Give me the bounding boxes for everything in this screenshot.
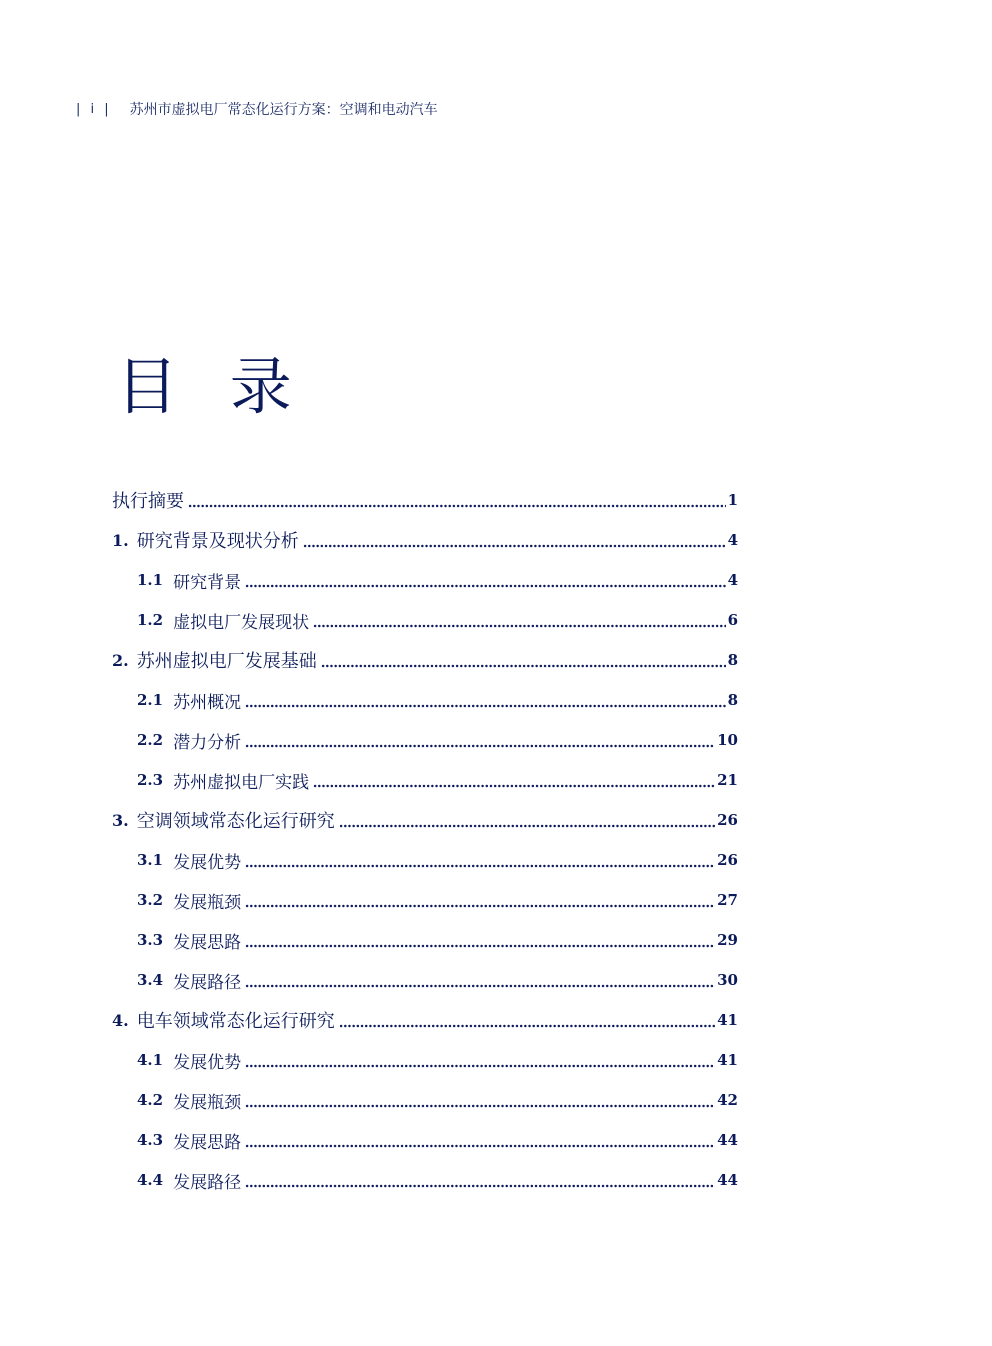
toc-entry[interactable] [112, 920, 738, 960]
document-title: 苏州市虚拟电厂常态化运行方案：空调和电动汽车 [129, 102, 438, 118]
toc-entry[interactable] [112, 1160, 738, 1200]
toc-entry-page-number: 4 [727, 531, 738, 549]
toc-entry[interactable] [112, 640, 738, 680]
toc-dot-leader [313, 611, 725, 629]
toc-entry-number: 1. [112, 530, 129, 550]
toc-dot-leader [339, 1011, 715, 1029]
toc-entry[interactable] [112, 760, 738, 800]
toc-dot-leader [245, 1131, 715, 1149]
toc-entry[interactable] [112, 1120, 738, 1160]
toc-entry-number: 2.3 [137, 771, 164, 789]
toc-dot-leader [245, 891, 715, 909]
toc-entry-page-number: 6 [727, 611, 738, 629]
toc-entry-page-number: 42 [717, 1091, 738, 1109]
toc-entry-label: 潜力分析 [173, 732, 242, 753]
toc-entry-number: 4.3 [137, 1131, 164, 1149]
toc-dot-leader [339, 811, 715, 829]
toc-dot-leader [245, 1091, 715, 1109]
toc-entry-page-number: 8 [727, 651, 738, 669]
toc-entry[interactable] [112, 560, 738, 600]
toc-entry-number: 3.2 [137, 891, 164, 909]
toc-entry-number: 2.1 [137, 691, 164, 709]
toc-dot-leader [245, 571, 725, 589]
toc-entry[interactable] [112, 680, 738, 720]
toc-entry-number: 4.1 [137, 1051, 164, 1069]
toc-dot-leader [313, 771, 715, 789]
toc-dot-leader [245, 1051, 715, 1069]
toc-entry[interactable] [112, 480, 738, 520]
toc-dot-leader [245, 731, 715, 749]
toc-dot-leader [321, 651, 726, 669]
page-header [76, 98, 438, 120]
toc-dot-leader [188, 491, 726, 509]
toc-entry[interactable] [112, 1080, 738, 1120]
toc-entry-label: 发展瓶颈 [173, 1092, 242, 1113]
toc-entry-page-number: 30 [717, 971, 738, 989]
toc-entry-label: 苏州虚拟电厂实践 [173, 772, 310, 793]
toc-entry-label: 发展思路 [173, 932, 242, 953]
toc-entry-number: 4.4 [137, 1171, 164, 1189]
toc-entry-label: 虚拟电厂发展现状 [173, 612, 310, 633]
toc-entry-number: 3.1 [137, 851, 164, 869]
toc-dot-leader [245, 931, 715, 949]
toc-entry-page-number: 26 [717, 811, 738, 829]
toc-entry-page-number: 27 [717, 891, 738, 909]
toc-dot-leader [245, 851, 715, 869]
toc-entry-label: 苏州虚拟电厂发展基础 [136, 651, 317, 672]
toc-entry[interactable] [112, 720, 738, 760]
page-number-marker: | i | [76, 101, 112, 117]
toc-entry-number: 3. [112, 810, 129, 830]
toc-entry-label: 执行摘要 [112, 491, 184, 512]
toc-entry-label: 发展优势 [173, 852, 242, 873]
toc-entry-label: 发展优势 [173, 1052, 242, 1073]
toc-entry[interactable] [112, 800, 738, 840]
toc-entry-label: 发展思路 [173, 1132, 242, 1153]
table-of-contents [112, 480, 738, 1200]
toc-entry-number: 2. [112, 650, 129, 670]
toc-entry-page-number: 10 [717, 731, 738, 749]
toc-entry-number: 3.3 [137, 931, 164, 949]
toc-entry[interactable] [112, 840, 738, 880]
toc-entry-number: 3.4 [137, 971, 164, 989]
toc-entry[interactable] [112, 880, 738, 920]
toc-dot-leader [245, 1171, 715, 1189]
toc-entry-number: 1.2 [137, 611, 164, 629]
toc-entry[interactable] [112, 600, 738, 640]
toc-entry-label: 发展路径 [173, 972, 242, 993]
toc-entry-page-number: 44 [717, 1131, 738, 1149]
toc-entry-label: 研究背景及现状分析 [136, 531, 299, 552]
toc-entry-number: 4. [112, 1010, 129, 1030]
toc-dot-leader [303, 531, 726, 549]
toc-entry-label: 发展瓶颈 [173, 892, 242, 913]
toc-heading: 目 录 [116, 350, 308, 423]
toc-entry-page-number: 21 [717, 771, 738, 789]
toc-entry-label: 电车领域常态化运行研究 [136, 1011, 335, 1032]
toc-entry-label: 研究背景 [173, 572, 242, 593]
toc-entry-label: 发展路径 [173, 1172, 242, 1193]
toc-entry-page-number: 41 [717, 1011, 738, 1029]
toc-entry[interactable] [112, 1000, 738, 1040]
toc-dot-leader [245, 971, 715, 989]
toc-entry-label: 苏州概况 [173, 692, 242, 713]
toc-entry-number: 4.2 [137, 1091, 164, 1109]
toc-dot-leader [245, 691, 725, 709]
toc-entry[interactable] [112, 1040, 738, 1080]
toc-entry[interactable] [112, 520, 738, 560]
toc-entry-label: 空调领域常态化运行研究 [136, 811, 335, 832]
toc-entry-page-number: 29 [717, 931, 738, 949]
toc-entry-page-number: 1 [727, 491, 738, 509]
toc-entry-page-number: 26 [717, 851, 738, 869]
toc-entry-page-number: 4 [727, 571, 738, 589]
toc-entry-number: 1.1 [137, 571, 164, 589]
toc-entry-page-number: 8 [727, 691, 738, 709]
toc-entry[interactable] [112, 960, 738, 1000]
toc-entry-number: 2.2 [137, 731, 164, 749]
toc-entry-page-number: 44 [717, 1171, 738, 1189]
toc-entry-page-number: 41 [717, 1051, 738, 1069]
